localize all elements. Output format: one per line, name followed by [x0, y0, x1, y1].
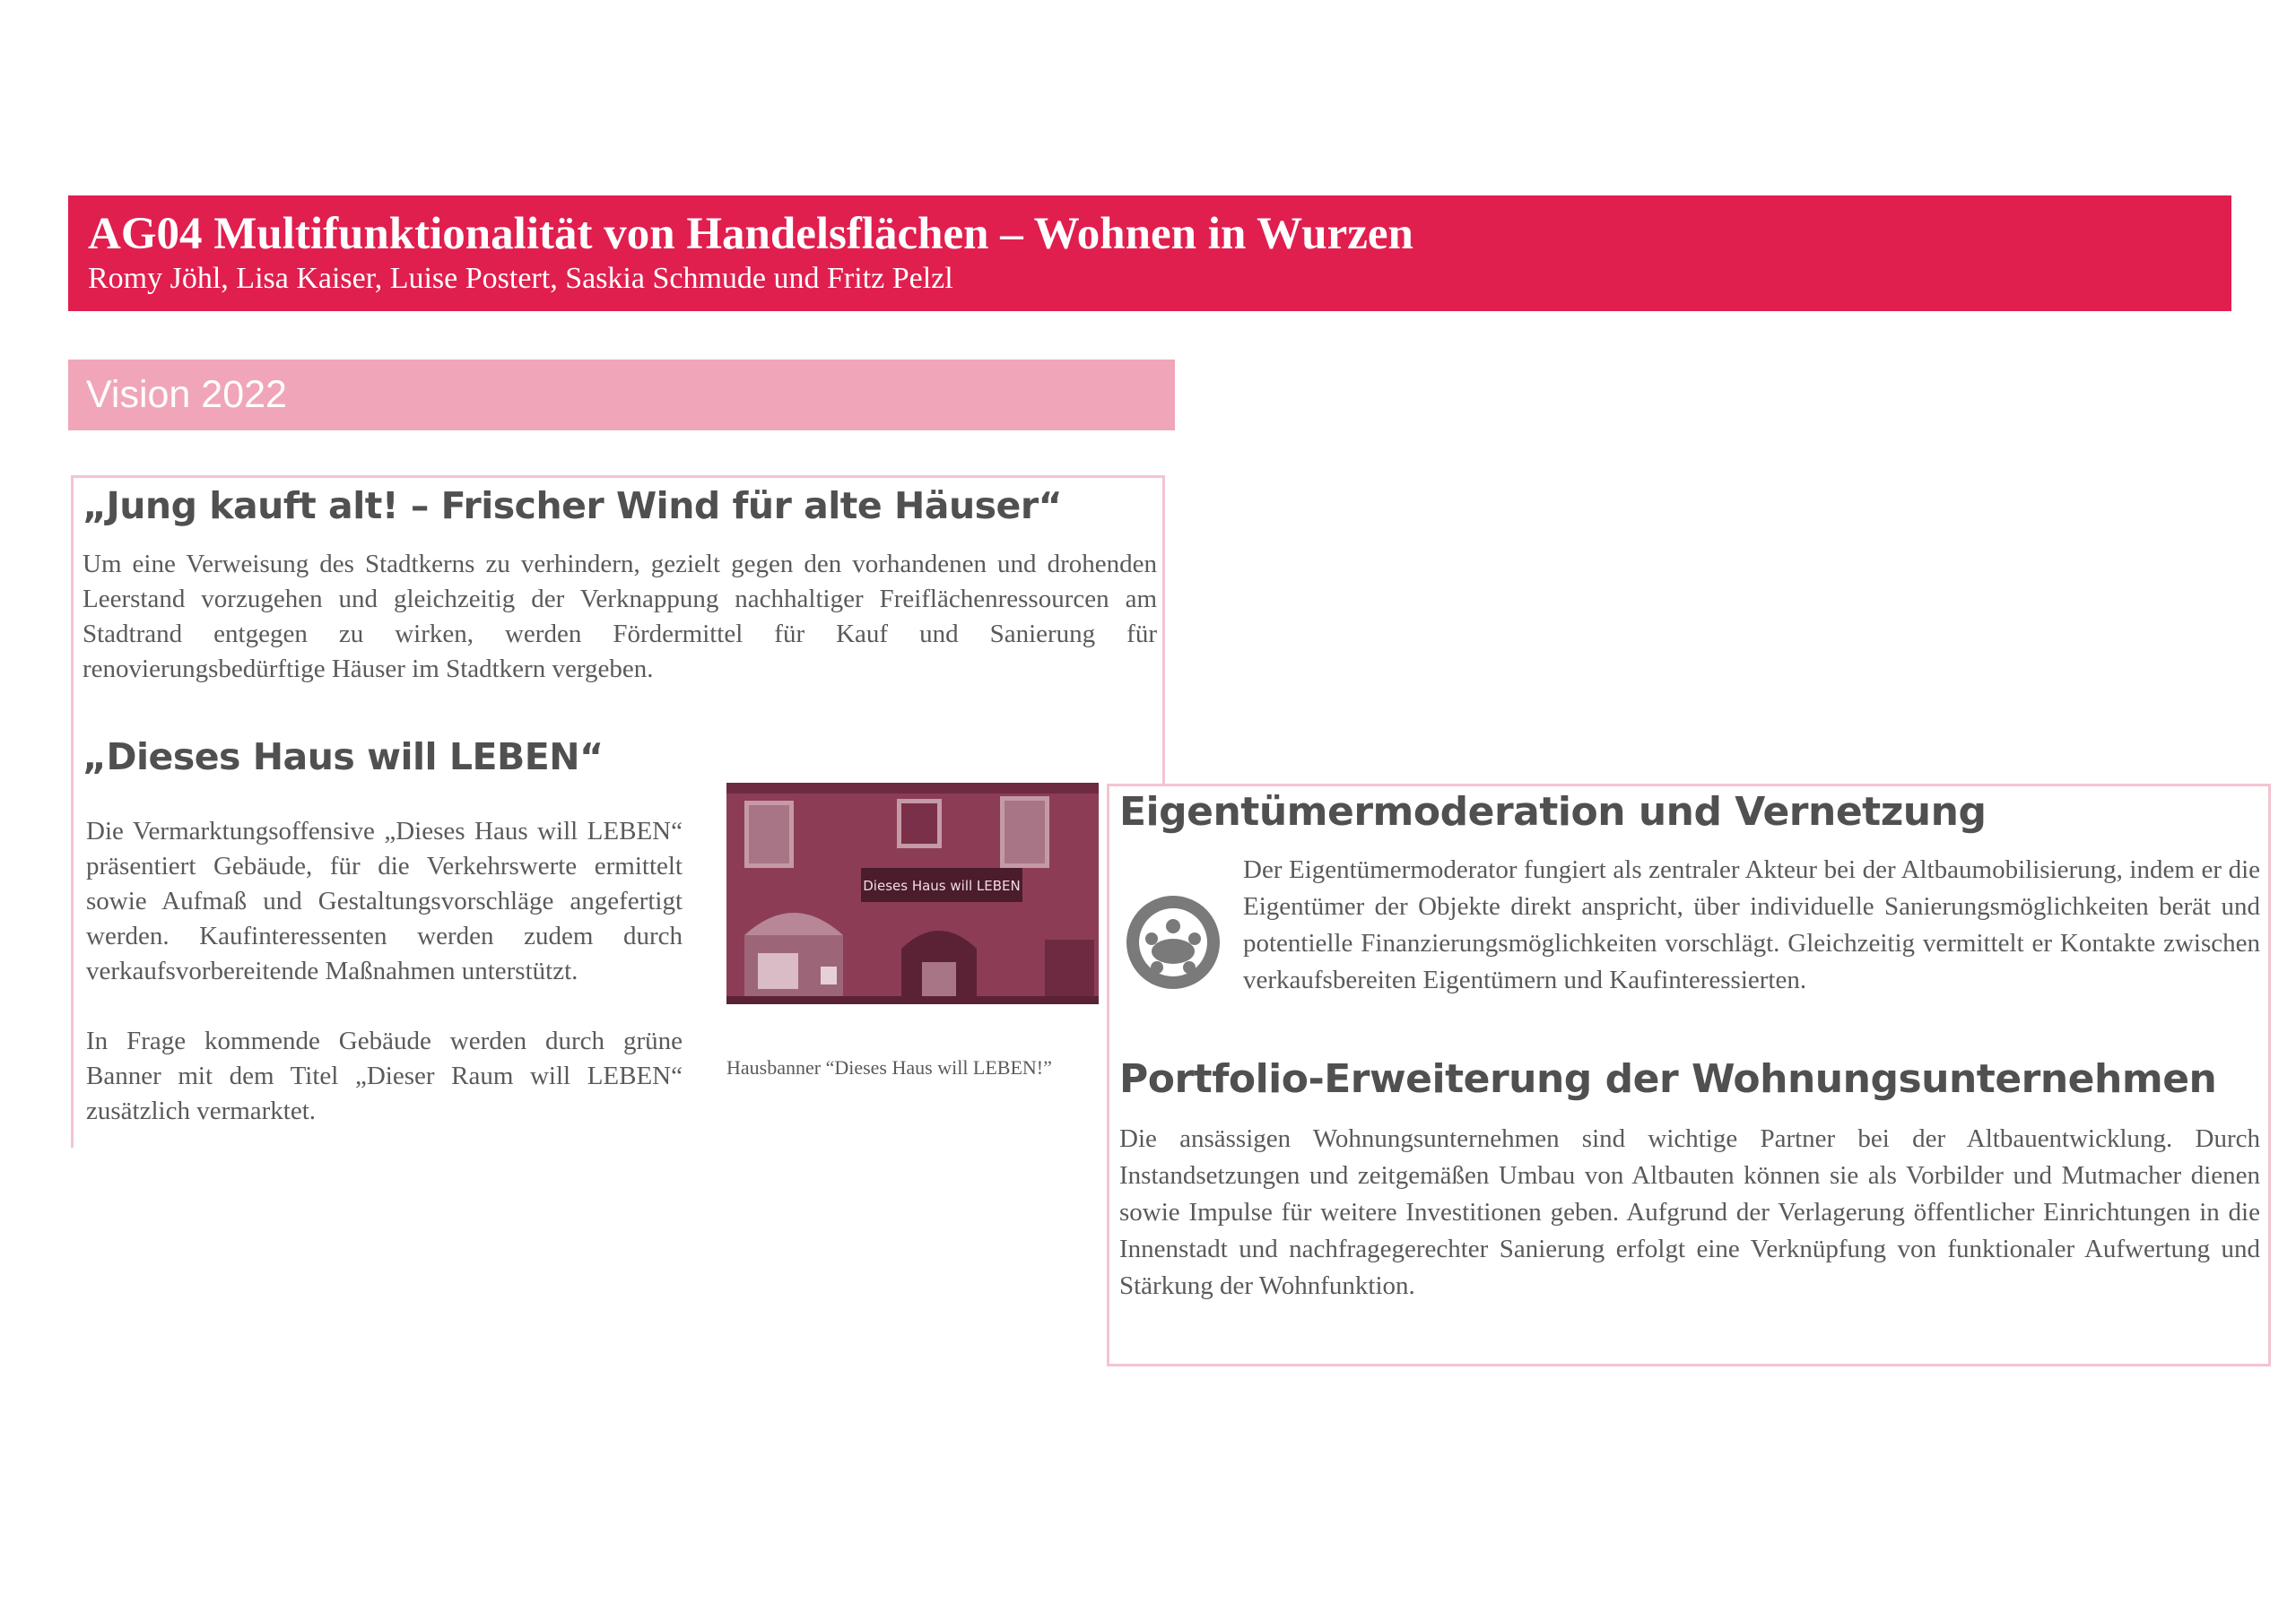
house-banner-photo: [726, 783, 1099, 1004]
paragraph-dieses-haus: Die Vermarktungsoffensive „Dieses Haus will LEBEN“ präsentiert Gebäude, für die Verkehrswerte ermittelt sowie Aufmaß und Gestaltungsvorschläge angefertigt werden. Kaufinteressenten werden zudem durch verkaufsvorbereitende Maßnahmen unterstützt.: [86, 817, 683, 985]
page-title: AG04 Multifunktionalität von Handelsflächen – Wohnen in Wurzen: [88, 209, 1413, 259]
header-bar: [68, 195, 2231, 311]
people-meeting-icon: [1123, 892, 1223, 993]
paragraph-portfolio-erweiterung: Die ansässigen Wohnungsunternehmen sind wichtige Partner bei der Altbauentwicklung. Durch Instandsetzungen und zeitgemäßen Umbau von Altbauten können sie als Vorbilder und Mutmacher dienen sowie Impulse für weitere Investitionen geben. Aufgrund der Verlagerung öffentlicher Einrichtungen in die Innenstadt und nachfragegerechter Sanierung erfolgt eine Verknüpfung von funktionaler Aufwertung und Stärkung der Wohnfunktion.: [1119, 1124, 2260, 1300]
house-facade-image: [726, 783, 1099, 1004]
heading-dieses-haus: „Dieses Haus will LEBEN“: [83, 735, 604, 778]
vision-bar: [68, 360, 1175, 430]
heading-portfolio-erweiterung: Portfolio-Erweiterung der Wohnungsunternehmen: [1119, 1056, 2217, 1102]
paragraph-dieses-haus-banner: In Frage kommende Gebäude werden durch grüne Banner mit dem Titel „Dieser Raum will LEBEN“ zusätzlich vermarktet.: [86, 1027, 683, 1125]
photo-banner-text: Dieses Haus will LEBEN: [863, 878, 1021, 894]
photo-caption: Hausbanner “Dieses Haus will LEBEN!”: [726, 1056, 1052, 1079]
vision-label: Vision 2022: [86, 373, 287, 416]
paragraph-eigentuemermoderation: Der Eigentümermoderator fungiert als zentraler Akteur bei der Altbaumobilisierung, indem er die Eigentümer der Objekte direkt anspricht, über individuelle Sanierungsmöglichkeiten berät und potentielle Finanzierungsmöglichkeiten vorschlägt. Gleichzeitig vermittelt er Kontakte zwischen verkaufsbereiten Eigentümern und Kaufinteressierten.: [1243, 855, 2260, 994]
paragraph-jung-kauft-alt: Um eine Verweisung des Stadtkerns zu verhindern, gezielt gegen den vorhandenen und drohenden Leerstand vorzugehen und gleichzeitig der Verknappung nachhaltiger Freiflächenressourcen am Stadtrand entgegen zu wirken, werden Fördermittel für Kauf und Sanierung für renovierungsbedürftige Häuser im Stadtkern vergeben.: [83, 550, 1157, 683]
heading-jung-kauft-alt: „Jung kauft alt! – Frischer Wind für alte Häuser“: [83, 484, 1063, 527]
authors-line: Romy Jöhl, Lisa Kaiser, Luise Postert, Saskia Schmude und Fritz Pelzl: [88, 261, 953, 295]
heading-eigentuemermoderation: Eigentümermoderation und Vernetzung: [1119, 789, 1987, 835]
